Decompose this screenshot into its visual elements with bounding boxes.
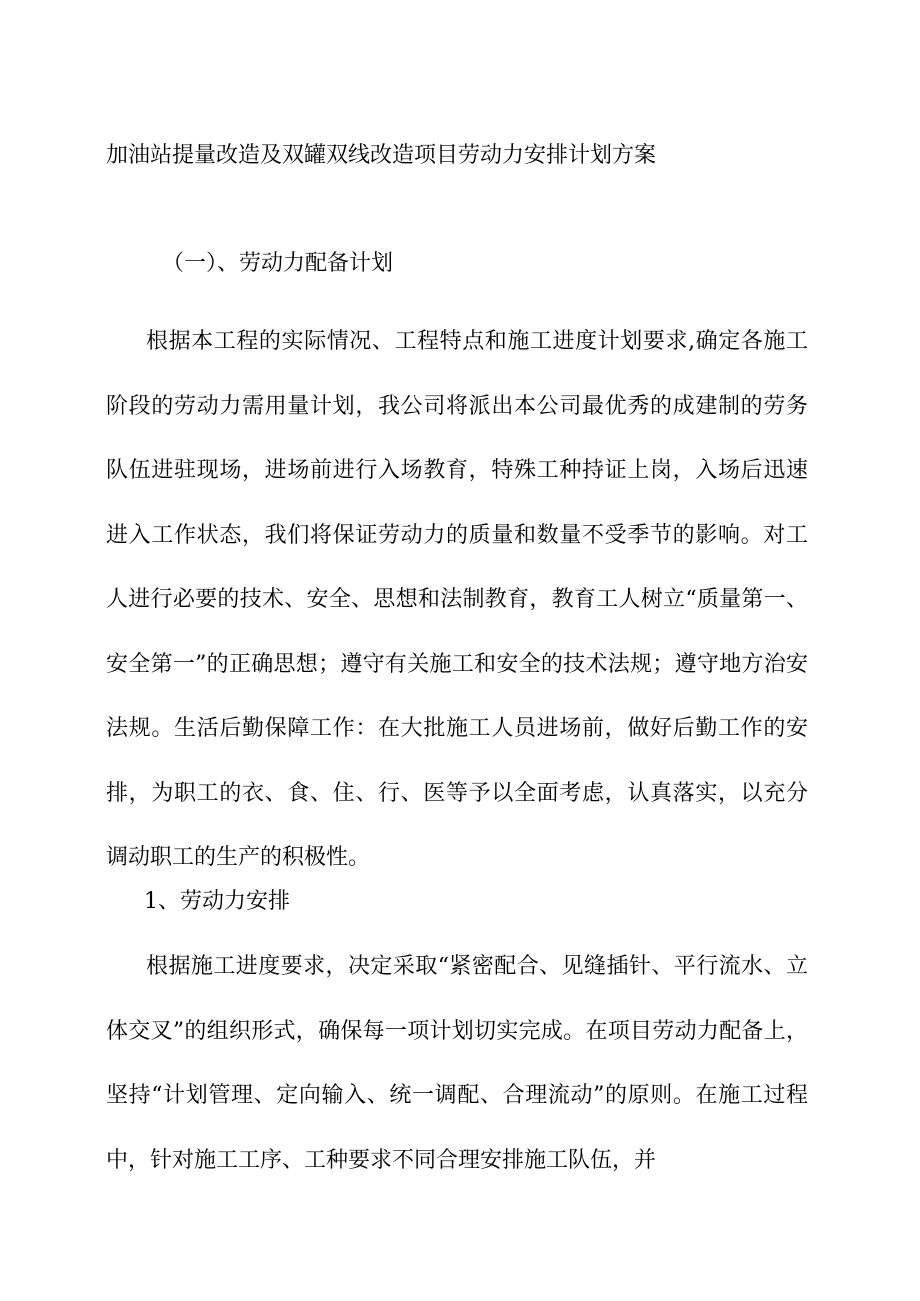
sub-heading-labor-arrangement: 1、劳动力安排	[144, 889, 290, 914]
section-heading: （一）、劳动力配备计划	[162, 251, 394, 276]
document-title: 加油站提量改造及双罐双线改造项目劳动力安排计划方案	[106, 143, 657, 168]
paragraph-labor-plan: 根据本工程的实际情况、工程特点和施工进度计划要求,确定各施工阶段的劳动力需用量计划，我公司将派出本公司最优秀的成建制的劳务队伍进驻现场，进场前进行入场教育，特殊工种持证上岗，入场后迅速进入工作状态，我们将保证劳动力的质量和数量不受季节的影响。对工人进行必要的技术、安全、思想和法制教育，教育工人树立“质量第一、安全第一”的正确思想；遵守有关施工和安全的技术法规；遵守地方治安法规。生活后勤保障工作：在大批施工人员进场前，做好后勤工作的安排，为职工的衣、食、住、行、医等予以全面考虑，认真落实，以充分调动职工的生产的积极性。	[106, 329, 808, 870]
paragraph-labor-arrangement: 根据施工进度要求，决定采取“紧密配合、见缝插针、平行流水、立体交叉”的组织形式，确保每一项计划切实完成。在项目劳动力配备上，坚持“计划管理、定向输入、统一调配、合理流动”的原则。在施工过程中，针对施工工序、工种要求不同合理安排施工队伍，并	[106, 954, 808, 1173]
